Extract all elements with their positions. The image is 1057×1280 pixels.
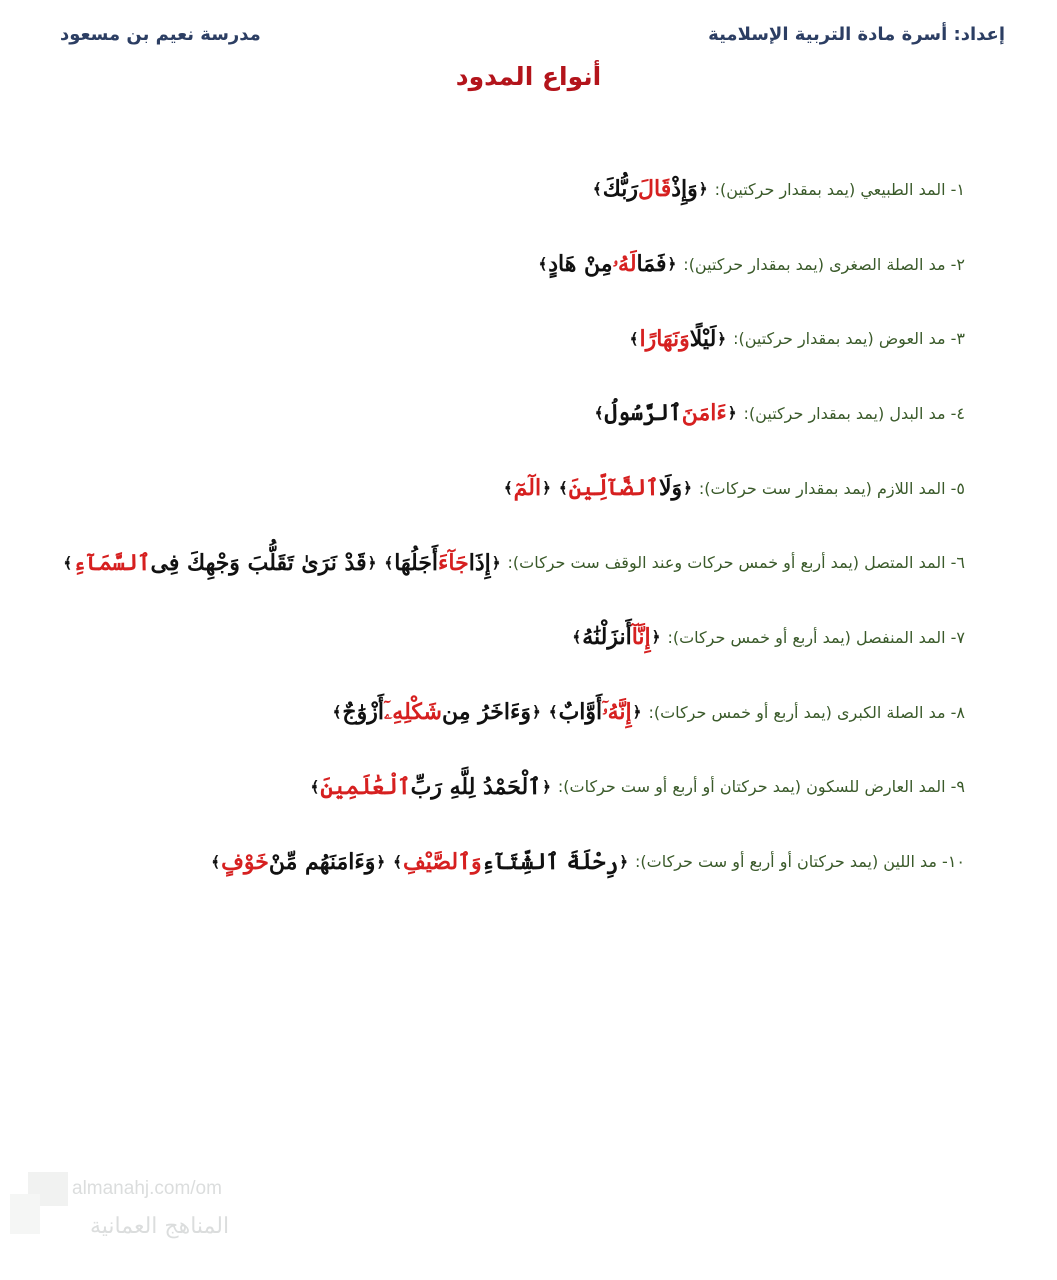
quran-example (594, 400, 738, 426)
madd-highlight: وَنَهَارًا (639, 325, 690, 352)
school-name: مدرسة نعيم بن مسعود (60, 23, 261, 45)
madd-rule-6 (40, 525, 965, 600)
quran-example (383, 550, 501, 576)
ornate-bracket-icon: ﴿ (698, 180, 708, 199)
ornate-bracket-icon: ﴾ (384, 553, 394, 572)
quran-example (210, 849, 386, 875)
rule-description: ٤- مد البدل (يمد بمقدار حركتين): (743, 403, 965, 423)
watermark-name: المناهج العمانية (90, 1214, 230, 1239)
quran-example (310, 774, 552, 800)
madd-rule-7 (40, 600, 965, 675)
ornate-bracket-icon: ﴿ (651, 628, 661, 647)
madd-rule-10 (40, 824, 965, 899)
ornate-bracket-icon: ﴿ (542, 479, 551, 498)
ornate-bracket-icon: ﴿ (717, 329, 727, 348)
verse-text: قَدْ نَرَىٰ تَقَلُّبَ وَجْهِكَ فِى (150, 549, 367, 576)
ornate-bracket-icon: ﴾ (592, 180, 602, 199)
madd-highlight: الٓمٓ (513, 475, 542, 502)
madd-rule-4 (40, 376, 965, 451)
quran-example (503, 475, 552, 501)
madd-highlight: خَوْفٍ (221, 848, 269, 875)
madd-rule-3 (40, 301, 965, 376)
quran-example (592, 176, 709, 202)
quran-example (571, 624, 661, 650)
madd-highlight: ٱلْعَٰلَمِينَ (320, 773, 411, 800)
verse-text: لَيْلًا (689, 325, 717, 352)
verse-text: أَزْوَٰجٌ (342, 699, 384, 726)
verse-text: مِنْ هَادٍ (548, 251, 613, 278)
ornate-bracket-icon: ﴾ (503, 479, 513, 498)
rule-description: ٦- المد المتصل (يمد أربع أو خمس حركات وعند الوقف ست حركات): (507, 553, 965, 573)
madd-highlight: إِنَّهُۥٓ (602, 699, 632, 726)
quran-example (392, 849, 629, 875)
verse-text: وَءَامَنَهُم مِّنْ (268, 848, 376, 875)
ornate-bracket-icon: ﴾ (393, 852, 402, 871)
ornate-bracket-icon: ﴾ (538, 255, 548, 274)
ornate-bracket-icon: ﴾ (558, 479, 568, 498)
ornate-bracket-icon: ﴿ (491, 553, 501, 572)
rule-description: ٢- مد الصلة الصغرى (يمد بمقدار حركتين): (683, 254, 965, 274)
verse-text: رِحْلَةَ ٱلشِّتَآءِ (481, 848, 619, 875)
verse-text: وَإِذْ (671, 176, 698, 203)
ornate-bracket-icon: ﴾ (332, 703, 342, 722)
madd-highlight: ٱلسَّمَآءِ (73, 549, 151, 576)
verse-text: وَلَا (658, 475, 683, 502)
madd-highlight: قَالَ (638, 176, 672, 203)
madd-highlight: ٱلضَّآلِّينَ (568, 475, 659, 502)
quran-example (332, 699, 542, 725)
madd-rule-5 (40, 451, 965, 526)
verse-text: إِذَا (468, 549, 491, 576)
verse-text: ٱلرَّسُولُ (604, 400, 682, 427)
quran-example (629, 326, 727, 352)
ornate-bracket-icon: ﴾ (63, 553, 73, 572)
watermark-url: almanahj.com/om (72, 1178, 222, 1199)
quran-example (537, 251, 677, 277)
ornate-bracket-icon: ﴾ (594, 404, 604, 423)
verse-text: فَمَا (636, 251, 667, 278)
ornate-bracket-icon: ﴾ (629, 329, 639, 348)
quran-example (548, 699, 643, 725)
madd-highlight: إِنَّآ (631, 624, 651, 651)
madd-rule-1 (40, 152, 965, 227)
verse-text: رَبُّكَ (602, 176, 638, 203)
madd-highlight: ءَامَنَ (681, 400, 727, 427)
ornate-bracket-icon: ﴿ (367, 553, 377, 572)
rule-description: ٣- مد العوض (يمد بمقدار حركتين): (733, 329, 965, 349)
ornate-bracket-icon: ﴿ (667, 255, 677, 274)
rule-description: ٧- المد المنفصل (يمد أربع أو خمس حركات): (667, 627, 965, 647)
verse-text: أَوَّابٌ (558, 699, 603, 726)
ornate-bracket-icon: ﴿ (531, 703, 541, 722)
watermark-logo-shape (10, 1194, 40, 1234)
ornate-bracket-icon: ﴾ (572, 628, 582, 647)
madd-highlight: شَكْلِهِۦٓ (383, 699, 442, 726)
ornate-bracket-icon: ﴿ (542, 777, 551, 796)
quran-example (62, 550, 377, 576)
madd-rule-8 (40, 675, 965, 750)
madd-rule-2 (40, 227, 965, 302)
ornate-bracket-icon: ﴾ (310, 777, 320, 796)
madd-types-list (40, 152, 965, 899)
ornate-bracket-icon: ﴿ (619, 852, 629, 871)
verse-text: ٱلْحَمْدُ لِلَّهِ رَبِّ (410, 773, 542, 800)
rule-description: ١- المد الطبيعي (يمد بمقدار حركتين): (714, 179, 965, 199)
verse-text: أَنزَلْنَٰهُ (582, 624, 632, 651)
prepared-by-text: إعداد: أسرة مادة التربية الإسلامية (708, 23, 1005, 45)
rule-description: ٨- مد الصلة الكبرى (يمد أربع أو خمس حركات): (648, 702, 965, 722)
ornate-bracket-icon: ﴿ (727, 404, 737, 423)
rule-description: ٩- المد العارض للسكون (يمد حركتان أو أربع أو ست حركات): (557, 777, 965, 797)
page-title: أنواع المدود (455, 62, 602, 91)
madd-highlight: وَٱلصَّيْفِ (402, 848, 482, 875)
page-header (60, 18, 1005, 50)
ornate-bracket-icon: ﴿ (632, 703, 642, 722)
madd-highlight: لَهُۥ (612, 251, 637, 278)
madd-rule-9 (40, 750, 965, 825)
ornate-bracket-icon: ﴿ (683, 479, 692, 498)
verse-text: أَجَلُهَا (394, 549, 439, 576)
madd-highlight: جَآءَ (438, 549, 469, 576)
rule-description: ١٠- مد اللين (يمد حركتان أو أربع أو ست حركات): (635, 852, 965, 872)
quran-example (558, 475, 693, 501)
ornate-bracket-icon: ﴿ (376, 852, 386, 871)
rule-description: ٥- المد اللازم (يمد بمقدار ست حركات): (698, 478, 965, 498)
ornate-bracket-icon: ﴾ (211, 852, 221, 871)
verse-text: وَءَاخَرُ مِن (441, 699, 531, 726)
watermark (10, 1170, 250, 1260)
ornate-bracket-icon: ﴾ (548, 703, 558, 722)
